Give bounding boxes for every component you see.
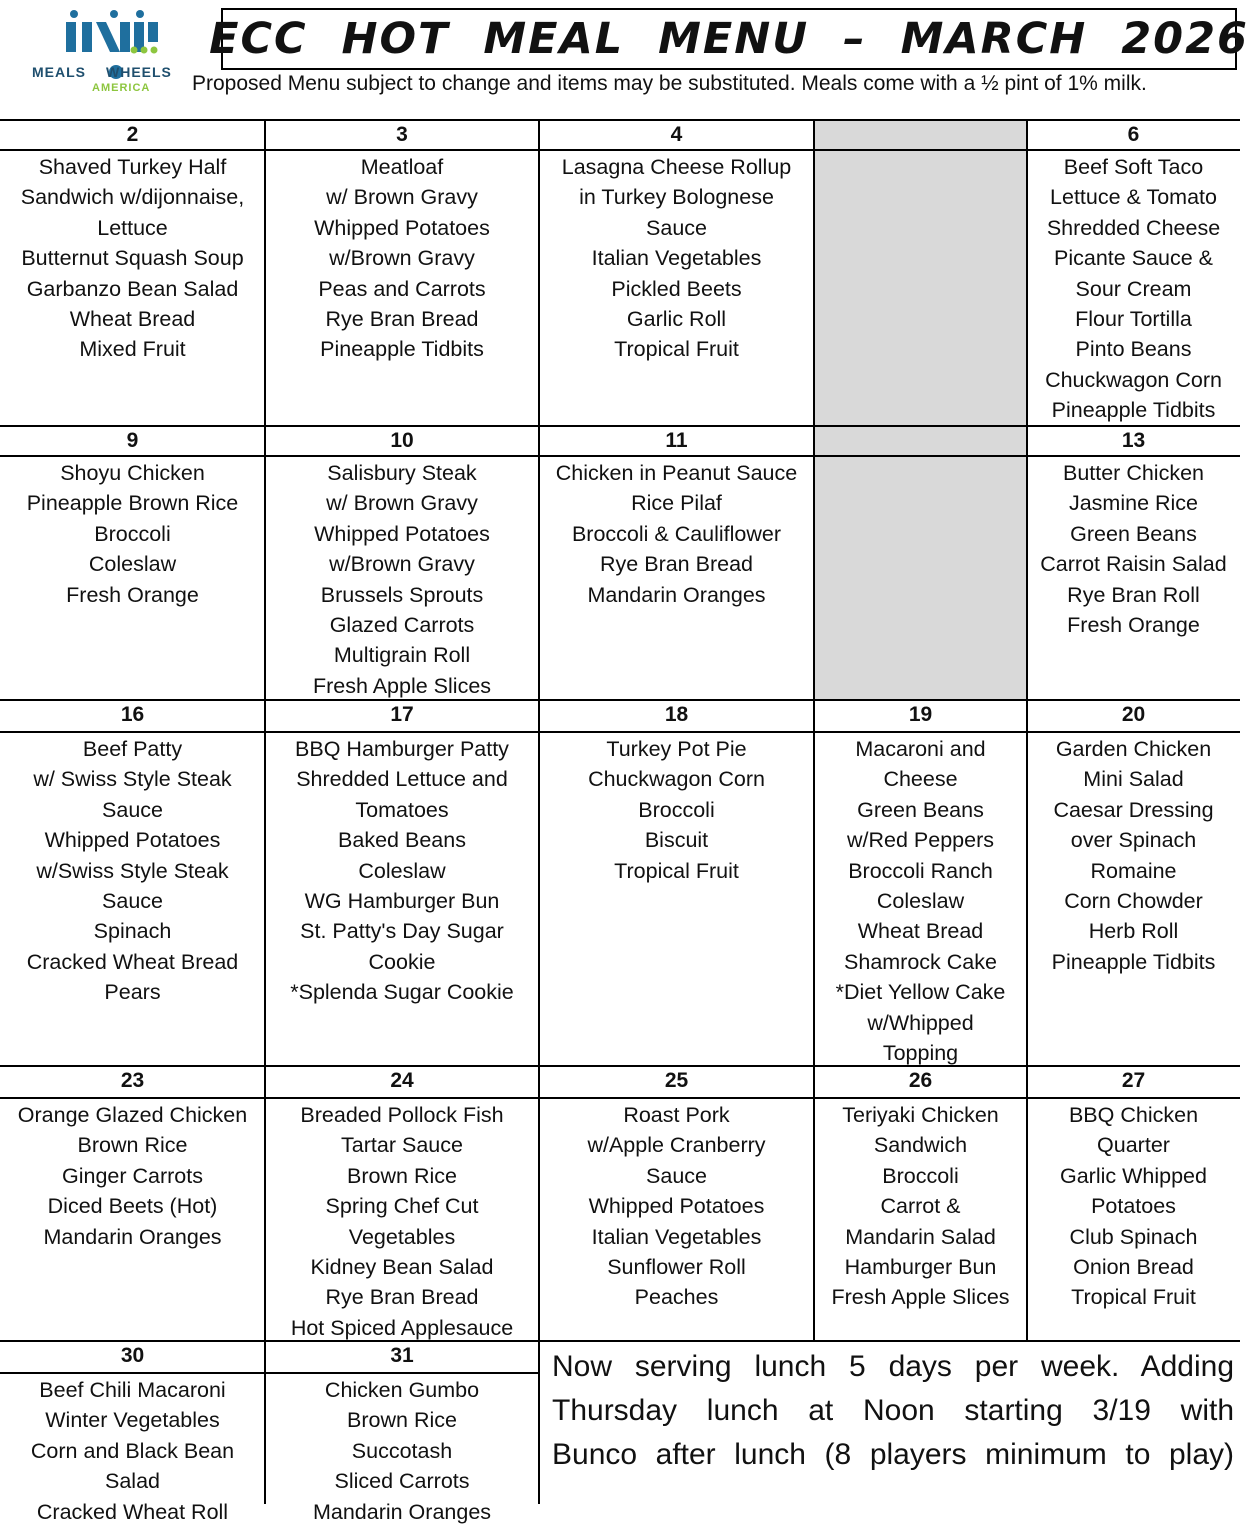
menu-item: Brown Rice bbox=[347, 1163, 457, 1188]
menu-item: BBQ Hamburger Patty bbox=[295, 737, 509, 761]
grid-column-line bbox=[813, 426, 815, 700]
menu-item: Sauce bbox=[102, 889, 163, 914]
menu-item: Lettuce & Tomato bbox=[1050, 185, 1217, 210]
menu-item: Tartar Sauce bbox=[341, 1133, 463, 1158]
menu-item: Pears bbox=[104, 980, 161, 1005]
grid-row-line bbox=[0, 119, 1240, 121]
menu-item: Cookie bbox=[368, 949, 436, 974]
menu-item: w/Brown Gravy bbox=[329, 246, 475, 271]
day-header: 18 bbox=[664, 703, 689, 726]
day-header: 20 bbox=[1121, 703, 1146, 726]
grid-column-line bbox=[813, 120, 815, 426]
logo-text-wheels: WHEELS bbox=[106, 64, 172, 80]
menu-item: Broccoli & Cauliflower bbox=[571, 521, 782, 546]
menu-item: Pineapple Tidbits bbox=[1051, 398, 1216, 423]
menu-item: Chicken in Peanut Sauce bbox=[555, 461, 798, 485]
menu-item: Beef Soft Taco bbox=[1063, 155, 1204, 179]
grid-column-line bbox=[538, 1066, 540, 1341]
menu-item: Glazed Carrots bbox=[329, 613, 475, 638]
day-header: 3 bbox=[396, 123, 408, 146]
menu-item: Hamburger Bun bbox=[844, 1255, 997, 1280]
menu-item: Tomatoes bbox=[355, 797, 449, 822]
day-menu-cell bbox=[0, 1098, 265, 1341]
menu-item: w/ Brown Gravy bbox=[326, 185, 478, 210]
day-header: 25 bbox=[664, 1069, 689, 1092]
day-header: 26 bbox=[908, 1069, 933, 1092]
menu-item: Brown Rice bbox=[347, 1408, 457, 1433]
menu-item: Carrot & bbox=[880, 1194, 961, 1219]
menu-item: Lettuce bbox=[97, 215, 168, 240]
day-menu-cell bbox=[539, 456, 814, 700]
day-menu-cell bbox=[0, 1373, 265, 1524]
grid-column-line bbox=[538, 700, 540, 1066]
menu-item: Quarter bbox=[1097, 1133, 1170, 1158]
menu-item: Brown Rice bbox=[77, 1133, 188, 1158]
menu-item: Salisbury Steak bbox=[327, 461, 477, 485]
day-menu-cell bbox=[0, 456, 265, 700]
day-header: 10 bbox=[390, 429, 414, 452]
notice-line-3: Bunco after lunch (8 players minimum to play) bbox=[552, 1438, 1234, 1471]
menu-item: Pineapple Tidbits bbox=[1051, 949, 1216, 974]
menu-item: Shredded Cheese bbox=[1046, 215, 1221, 240]
menu-item: Potatoes bbox=[1091, 1194, 1176, 1219]
grid-column-line bbox=[813, 1066, 815, 1341]
day-header: 13 bbox=[1121, 429, 1146, 452]
page-title: ECC HOT MEAL MENU – MARCH 2026 bbox=[209, 14, 1249, 64]
menu-item: *Splenda Sugar Cookie bbox=[290, 980, 514, 1005]
menu-item: Coleslaw bbox=[358, 858, 446, 883]
notice-line-2: Thursday lunch at Noon starting 3/19 with bbox=[552, 1394, 1234, 1427]
menu-item: Rye Bran Bread bbox=[600, 552, 753, 577]
menu-item: Club Spinach bbox=[1069, 1224, 1198, 1249]
menu-item: Broccoli bbox=[94, 521, 171, 546]
menu-item: Picante Sauce & bbox=[1054, 246, 1213, 271]
menu-item: Cheese bbox=[883, 767, 958, 792]
menu-item: Whipped Potatoes bbox=[44, 828, 221, 853]
menu-item: Spinach bbox=[93, 919, 172, 944]
day-header bbox=[814, 120, 1027, 150]
menu-item: Brussels Sprouts bbox=[320, 582, 484, 607]
menu-item: Fresh Orange bbox=[66, 582, 199, 607]
menu-item: Fresh Apple Slices bbox=[831, 1285, 1010, 1310]
day-header: 23 bbox=[120, 1069, 145, 1092]
grid-row-line bbox=[0, 731, 1240, 733]
empty-day-cell bbox=[814, 150, 1027, 426]
menu-item: Coleslaw bbox=[88, 552, 177, 577]
menu-item: Mini Salad bbox=[1083, 767, 1184, 792]
menu-item: Flour Tortilla bbox=[1075, 307, 1192, 332]
menu-item: Sandwich bbox=[873, 1133, 968, 1158]
day-menu-cell bbox=[265, 1373, 539, 1524]
day-menu-cell bbox=[539, 150, 814, 426]
day-header: 11 bbox=[665, 429, 688, 452]
menu-item: Broccoli bbox=[882, 1163, 959, 1188]
meals-on-wheels-logo bbox=[30, 4, 200, 100]
menu-item: w/ Brown Gravy bbox=[326, 491, 478, 516]
day-menu-cell bbox=[0, 150, 265, 426]
menu-item: Orange Glazed Chicken bbox=[17, 1103, 248, 1127]
menu-item: Shoyu Chicken bbox=[60, 461, 205, 485]
menu-item: Baked Beans bbox=[338, 828, 466, 853]
day-header: 24 bbox=[390, 1069, 414, 1092]
menu-item: Beef Chili Macaroni bbox=[39, 1378, 226, 1402]
grid-column-line bbox=[1026, 426, 1028, 700]
day-header: 27 bbox=[1121, 1069, 1146, 1092]
menu-item: Macaroni and bbox=[855, 737, 986, 761]
grid-row-line bbox=[0, 149, 1240, 151]
menu-item: Shaved Turkey Half bbox=[38, 155, 227, 179]
menu-item: Meatloaf bbox=[360, 155, 444, 179]
notice-line-1: Now serving lunch 5 days per week. Adding bbox=[552, 1350, 1234, 1383]
day-menu-cell bbox=[0, 732, 265, 1066]
menu-item: w/Brown Gravy bbox=[329, 552, 475, 577]
menu-item: Broccoli Ranch bbox=[848, 858, 993, 883]
day-menu-cell bbox=[814, 732, 1027, 1066]
day-menu-cell bbox=[539, 732, 814, 1066]
day-menu-cell bbox=[539, 1098, 814, 1341]
menu-item: Shredded Lettuce and bbox=[296, 767, 508, 792]
menu-item: Biscuit bbox=[644, 828, 709, 853]
menu-item: Tropical Fruit bbox=[1071, 1285, 1196, 1310]
menu-disclaimer: Proposed Menu subject to change and items may be substituted. Meals come with a ½ pint of 1% milk. bbox=[192, 72, 1147, 95]
menu-item: BBQ Chicken bbox=[1068, 1103, 1199, 1127]
menu-item: Ginger Carrots bbox=[62, 1163, 203, 1188]
menu-item: Roast Pork bbox=[623, 1103, 730, 1127]
menu-item: Onion Bread bbox=[1073, 1255, 1194, 1280]
day-menu-cell bbox=[1027, 456, 1240, 700]
menu-item: Fresh Apple Slices bbox=[312, 673, 492, 698]
empty-day-cell bbox=[814, 456, 1027, 700]
grid-row-line bbox=[0, 699, 1240, 701]
menu-item: Garlic Whipped bbox=[1060, 1163, 1207, 1188]
menu-item: Diced Beets (Hot) bbox=[47, 1194, 218, 1219]
menu-item: Caesar Dressing bbox=[1053, 797, 1214, 822]
day-header: 16 bbox=[120, 703, 145, 726]
menu-item: Vegetables bbox=[348, 1224, 456, 1249]
logo-text-meals: MEALS bbox=[32, 64, 86, 80]
title-box bbox=[209, 8, 1249, 70]
menu-item: w/Apple Cranberry bbox=[587, 1133, 766, 1158]
menu-item: Sauce bbox=[646, 1163, 707, 1188]
menu-item: Chuckwagon Corn bbox=[1045, 367, 1222, 392]
menu-item: Rye Bran Bread bbox=[325, 1285, 479, 1310]
grid-column-line bbox=[264, 426, 266, 700]
menu-item: Jasmine Rice bbox=[1068, 491, 1199, 516]
grid-column-line bbox=[264, 1066, 266, 1341]
menu-item: Green Beans bbox=[857, 797, 984, 822]
day-header: 17 bbox=[390, 703, 414, 726]
menu-item: Mandarin Oranges bbox=[312, 1499, 492, 1524]
menu-item: Cracked Wheat Roll bbox=[36, 1499, 229, 1524]
day-menu-cell bbox=[265, 1098, 539, 1341]
menu-item: Pineapple Tidbits bbox=[320, 337, 484, 362]
day-header: 19 bbox=[908, 703, 933, 726]
menu-item: Hot Spiced Applesauce bbox=[290, 1315, 514, 1340]
menu-item: w/Whipped bbox=[867, 1010, 974, 1035]
grid-row-line bbox=[0, 1340, 1240, 1342]
menu-item: Garden Chicken bbox=[1055, 737, 1212, 761]
menu-item: Whipped Potatoes bbox=[588, 1194, 765, 1219]
menu-item: Italian Vegetables bbox=[591, 246, 762, 271]
day-menu-cell bbox=[1027, 1098, 1240, 1341]
grid-column-line bbox=[264, 700, 266, 1066]
menu-item: Tropical Fruit bbox=[614, 858, 739, 883]
menu-item: Teriyaki Chicken bbox=[842, 1103, 999, 1127]
day-header bbox=[814, 426, 1027, 456]
grid-column-line bbox=[1026, 700, 1028, 1066]
menu-item: Salad bbox=[105, 1469, 160, 1494]
menu-item: Chuckwagon Corn bbox=[588, 767, 765, 792]
menu-item: Rye Bran Roll bbox=[1067, 582, 1200, 607]
menu-item: Fresh Orange bbox=[1067, 613, 1200, 638]
menu-item: w/ Swiss Style Steak bbox=[33, 767, 232, 792]
menu-item: Pineapple Brown Rice bbox=[26, 491, 239, 516]
menu-item: Butternut Squash Soup bbox=[21, 246, 244, 271]
menu-item: Mandarin Oranges bbox=[43, 1224, 222, 1249]
menu-item: Winter Vegetables bbox=[45, 1408, 220, 1433]
grid-column-line bbox=[813, 700, 815, 1066]
menu-item: Mixed Fruit bbox=[79, 337, 186, 362]
day-menu-cell bbox=[1027, 732, 1240, 1066]
day-menu-cell bbox=[1027, 150, 1240, 426]
logo-text-america: AMERICA bbox=[92, 82, 151, 94]
grid-row-line bbox=[0, 1065, 1240, 1067]
menu-item: Multigrain Roll bbox=[333, 643, 471, 668]
menu-item: Sour Cream bbox=[1075, 276, 1192, 301]
menu-item: Lasagna Cheese Rollup bbox=[561, 155, 792, 179]
menu-item: w/Red Peppers bbox=[847, 828, 994, 853]
grid-column-line bbox=[538, 1341, 540, 1504]
menu-item: Pinto Beans bbox=[1075, 337, 1192, 362]
menu-item: Sauce bbox=[102, 797, 163, 822]
menu-item: Herb Roll bbox=[1088, 919, 1179, 944]
menu-item: Turkey Pot Pie bbox=[606, 737, 747, 761]
day-header: 2 bbox=[126, 123, 139, 146]
menu-item: Garbanzo Bean Salad bbox=[26, 276, 239, 301]
menu-item: Sauce bbox=[646, 215, 707, 240]
grid-row-line bbox=[0, 1097, 1240, 1099]
menu-item: Mandarin Oranges bbox=[587, 582, 766, 607]
day-header: 30 bbox=[120, 1344, 145, 1367]
menu-item: Beef Patty bbox=[82, 737, 183, 761]
grid-row-line bbox=[0, 1372, 539, 1374]
menu-item: Peaches bbox=[634, 1285, 719, 1310]
menu-item: *Diet Yellow Cake bbox=[835, 980, 1006, 1005]
grid-row-line bbox=[0, 425, 1240, 427]
menu-item: Carrot Raisin Salad bbox=[1040, 552, 1227, 577]
menu-item: Wheat Bread bbox=[69, 307, 196, 332]
menu-item: w/Swiss Style Steak bbox=[36, 858, 229, 883]
menu-item: Wheat Bread bbox=[857, 919, 984, 944]
menu-item: Italian Vegetables bbox=[591, 1224, 762, 1249]
menu-item: Corn Chowder bbox=[1064, 889, 1203, 914]
menu-item: Cracked Wheat Bread bbox=[26, 949, 239, 974]
grid-column-line bbox=[264, 1341, 266, 1504]
menu-item: Rice Pilaf bbox=[631, 491, 722, 516]
menu-item: Green Beans bbox=[1070, 521, 1197, 546]
day-menu-cell bbox=[265, 732, 539, 1066]
menu-item: Whipped Potatoes bbox=[314, 521, 490, 546]
grid-column-line bbox=[1026, 1066, 1028, 1341]
menu-item: Romaine bbox=[1090, 858, 1177, 883]
grid-column-line bbox=[538, 426, 540, 700]
day-header: 31 bbox=[390, 1344, 414, 1367]
grid-column-line bbox=[264, 120, 266, 426]
day-menu-cell bbox=[265, 150, 539, 426]
lunch-notice bbox=[552, 1345, 1234, 1477]
menu-item: Kidney Bean Salad bbox=[310, 1255, 494, 1280]
menu-item: Spring Chef Cut bbox=[325, 1194, 479, 1219]
menu-item: Succotash bbox=[351, 1438, 453, 1463]
menu-item: Pickled Beets bbox=[611, 276, 742, 301]
menu-item: Whipped Potatoes bbox=[314, 215, 490, 240]
menu-item: Peas and Carrots bbox=[318, 276, 486, 301]
menu-item: Garlic Roll bbox=[626, 307, 727, 332]
menu-item: Sliced Carrots bbox=[334, 1469, 470, 1494]
menu-item: over Spinach bbox=[1070, 828, 1197, 853]
day-menu-cell bbox=[265, 456, 539, 700]
menu-item: Breaded Pollock Fish bbox=[300, 1103, 504, 1127]
menu-item: Coleslaw bbox=[876, 889, 965, 914]
menu-item: St. Patty's Day Sugar bbox=[300, 919, 504, 944]
menu-item: Chicken Gumbo bbox=[324, 1378, 480, 1402]
menu-item: in Turkey Bolognese bbox=[579, 185, 774, 210]
menu-item: Mandarin Salad bbox=[845, 1224, 996, 1249]
menu-item: Sunflower Roll bbox=[607, 1255, 746, 1280]
menu-item: Tropical Fruit bbox=[614, 337, 739, 362]
menu-item: Sandwich w/dijonnaise, bbox=[20, 185, 245, 210]
day-menu-cell bbox=[814, 1098, 1027, 1341]
menu-item: WG Hamburger Bun bbox=[304, 889, 500, 914]
menu-item: Topping bbox=[882, 1041, 959, 1066]
menu-item: Rye Bran Bread bbox=[325, 307, 479, 332]
menu-item: Butter Chicken bbox=[1062, 461, 1204, 485]
grid-column-line bbox=[1026, 120, 1028, 426]
day-header: 9 bbox=[126, 429, 139, 452]
menu-item: Broccoli bbox=[638, 797, 715, 822]
grid-row-line bbox=[0, 455, 1240, 457]
day-header: 4 bbox=[670, 123, 683, 146]
menu-item: Shamrock Cake bbox=[844, 949, 997, 974]
menu-item: Corn and Black Bean bbox=[30, 1438, 235, 1463]
day-header: 6 bbox=[1127, 123, 1140, 146]
grid-column-line bbox=[538, 120, 540, 426]
